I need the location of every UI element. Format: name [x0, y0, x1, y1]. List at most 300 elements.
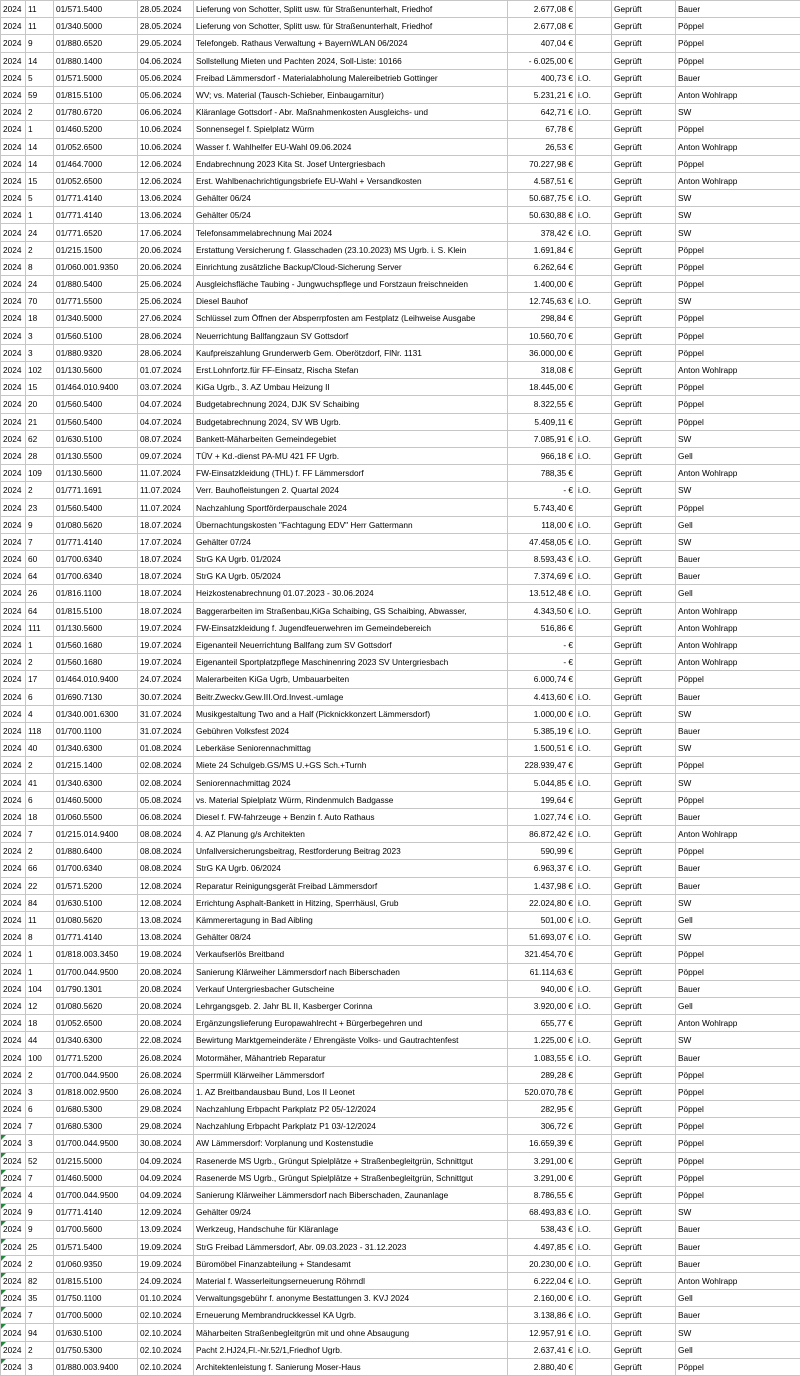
date-cell[interactable]: 12.06.2024 — [138, 172, 194, 189]
year-cell[interactable]: 2024 — [1, 413, 26, 430]
status-cell[interactable]: Geprüft — [612, 722, 676, 739]
check-mark-cell[interactable] — [576, 258, 612, 275]
amount-cell[interactable]: 1.691,84 € — [508, 241, 576, 258]
status-cell[interactable]: Geprüft — [612, 499, 676, 516]
status-cell[interactable]: Geprüft — [612, 1238, 676, 1255]
status-cell[interactable]: Geprüft — [612, 396, 676, 413]
status-cell[interactable]: Geprüft — [612, 843, 676, 860]
year-cell[interactable]: 2024 — [1, 276, 26, 293]
description-cell[interactable]: Mäharbeiten Straßenbegleitgrün mit und ohne Absaugung — [194, 1324, 508, 1341]
year-cell[interactable]: 2024 — [1, 138, 26, 155]
number-cell[interactable]: 6 — [26, 791, 54, 808]
status-cell[interactable]: Geprüft — [612, 258, 676, 275]
assignee-cell[interactable]: Anton Wohlrapp — [676, 1272, 800, 1289]
date-cell[interactable]: 18.07.2024 — [138, 551, 194, 568]
account-cell[interactable]: 01/700.044.9500 — [54, 1066, 138, 1083]
number-cell[interactable]: 6 — [26, 688, 54, 705]
year-cell[interactable]: 2024 — [1, 654, 26, 671]
date-cell[interactable]: 28.06.2024 — [138, 344, 194, 361]
number-cell[interactable]: 7 — [26, 1307, 54, 1324]
number-cell[interactable]: 8 — [26, 258, 54, 275]
date-cell[interactable]: 30.07.2024 — [138, 688, 194, 705]
year-cell[interactable]: 2024 — [1, 430, 26, 447]
year-cell[interactable]: 2024 — [1, 86, 26, 103]
year-cell[interactable]: 2024 — [1, 894, 26, 911]
year-cell[interactable]: 2024 — [1, 482, 26, 499]
description-cell[interactable]: Büromöbel Finanzabteilung + Standesamt — [194, 1255, 508, 1272]
date-cell[interactable]: 26.08.2024 — [138, 1083, 194, 1100]
description-cell[interactable]: Nachzahlung Erbpacht Parkplatz P2 05/-12/2024 — [194, 1101, 508, 1118]
year-cell[interactable]: 2024 — [1, 1341, 26, 1358]
amount-cell[interactable]: 47.458,05 € — [508, 533, 576, 550]
description-cell[interactable]: StrG KA Ugrb. 06/2024 — [194, 860, 508, 877]
amount-cell[interactable]: 4.497,85 € — [508, 1238, 576, 1255]
check-mark-cell[interactable] — [576, 1, 612, 18]
description-cell[interactable]: Lehrgangsgeb. 2. Jahr BL II, Kasberger Corinna — [194, 997, 508, 1014]
check-mark-cell[interactable]: i.O. — [576, 1204, 612, 1221]
number-cell[interactable]: 40 — [26, 740, 54, 757]
description-cell[interactable]: Leberkäse Seniorennachmittag — [194, 740, 508, 757]
year-cell[interactable]: 2024 — [1, 35, 26, 52]
status-cell[interactable]: Geprüft — [612, 1049, 676, 1066]
status-cell[interactable]: Geprüft — [612, 929, 676, 946]
year-cell[interactable]: 2024 — [1, 516, 26, 533]
assignee-cell[interactable]: Anton Wohlrapp — [676, 172, 800, 189]
number-cell[interactable]: 28 — [26, 447, 54, 464]
amount-cell[interactable]: 16.659,39 € — [508, 1135, 576, 1152]
number-cell[interactable]: 3 — [26, 1358, 54, 1375]
description-cell[interactable]: Übernachtungskosten "Fachtagung EDV" Herr Gattermann — [194, 516, 508, 533]
description-cell[interactable]: FW-Einsatzkleidung (THL) f. FF Lämmersdorf — [194, 465, 508, 482]
amount-cell[interactable]: - € — [508, 482, 576, 499]
status-cell[interactable]: Geprüft — [612, 121, 676, 138]
assignee-cell[interactable]: SW — [676, 740, 800, 757]
assignee-cell[interactable]: Anton Wohlrapp — [676, 86, 800, 103]
status-cell[interactable]: Geprüft — [612, 482, 676, 499]
check-mark-cell[interactable] — [576, 155, 612, 172]
date-cell[interactable]: 13.08.2024 — [138, 929, 194, 946]
status-cell[interactable]: Geprüft — [612, 138, 676, 155]
check-mark-cell[interactable] — [576, 1186, 612, 1203]
check-mark-cell[interactable] — [576, 379, 612, 396]
number-cell[interactable]: 60 — [26, 551, 54, 568]
account-cell[interactable]: 01/771.5200 — [54, 1049, 138, 1066]
date-cell[interactable]: 11.07.2024 — [138, 482, 194, 499]
account-cell[interactable]: 01/571.5400 — [54, 1238, 138, 1255]
check-mark-cell[interactable] — [576, 465, 612, 482]
description-cell[interactable]: Seniorennachmittag 2024 — [194, 774, 508, 791]
status-cell[interactable]: Geprüft — [612, 1221, 676, 1238]
year-cell[interactable]: 2024 — [1, 18, 26, 35]
date-cell[interactable]: 19.07.2024 — [138, 636, 194, 653]
status-cell[interactable]: Geprüft — [612, 997, 676, 1014]
description-cell[interactable]: KiGa Ugrb., 3. AZ Umbau Heizung II — [194, 379, 508, 396]
account-cell[interactable]: 01/880.1400 — [54, 52, 138, 69]
account-cell[interactable]: 01/080.5620 — [54, 911, 138, 928]
amount-cell[interactable]: 6.000,74 € — [508, 671, 576, 688]
amount-cell[interactable]: 5.743,40 € — [508, 499, 576, 516]
check-mark-cell[interactable] — [576, 671, 612, 688]
year-cell[interactable]: 2024 — [1, 911, 26, 928]
account-cell[interactable]: 01/340.6300 — [54, 1032, 138, 1049]
assignee-cell[interactable]: Bauer — [676, 808, 800, 825]
year-cell[interactable]: 2024 — [1, 1049, 26, 1066]
amount-cell[interactable]: 400,73 € — [508, 69, 576, 86]
status-cell[interactable]: Geprüft — [612, 619, 676, 636]
number-cell[interactable]: 1 — [26, 946, 54, 963]
number-cell[interactable]: 9 — [26, 1204, 54, 1221]
account-cell[interactable]: 01/340.6300 — [54, 774, 138, 791]
date-cell[interactable]: 06.06.2024 — [138, 104, 194, 121]
date-cell[interactable]: 08.08.2024 — [138, 860, 194, 877]
description-cell[interactable]: Sanierung Klärweiher Lämmersdorf nach Biberschaden — [194, 963, 508, 980]
date-cell[interactable]: 10.06.2024 — [138, 121, 194, 138]
check-mark-cell[interactable]: i.O. — [576, 997, 612, 1014]
status-cell[interactable]: Geprüft — [612, 344, 676, 361]
number-cell[interactable]: 15 — [26, 379, 54, 396]
account-cell[interactable]: 01/560.1680 — [54, 654, 138, 671]
number-cell[interactable]: 23 — [26, 499, 54, 516]
amount-cell[interactable]: 22.024,80 € — [508, 894, 576, 911]
number-cell[interactable]: 11 — [26, 911, 54, 928]
amount-cell[interactable]: 13.512,48 € — [508, 585, 576, 602]
number-cell[interactable]: 11 — [26, 1, 54, 18]
status-cell[interactable]: Geprüft — [612, 568, 676, 585]
date-cell[interactable]: 12.08.2024 — [138, 894, 194, 911]
check-mark-cell[interactable] — [576, 344, 612, 361]
status-cell[interactable]: Geprüft — [612, 430, 676, 447]
year-cell[interactable]: 2024 — [1, 1135, 26, 1152]
number-cell[interactable]: 84 — [26, 894, 54, 911]
assignee-cell[interactable]: Pöppel — [676, 946, 800, 963]
number-cell[interactable]: 8 — [26, 929, 54, 946]
date-cell[interactable]: 12.08.2024 — [138, 877, 194, 894]
number-cell[interactable]: 82 — [26, 1272, 54, 1289]
year-cell[interactable]: 2024 — [1, 1324, 26, 1341]
year-cell[interactable]: 2024 — [1, 104, 26, 121]
assignee-cell[interactable]: Bauer — [676, 980, 800, 997]
date-cell[interactable]: 28.05.2024 — [138, 18, 194, 35]
assignee-cell[interactable]: Pöppel — [676, 155, 800, 172]
description-cell[interactable]: Diesel f. FW-fahrzeuge + Benzin f. Auto Rathaus — [194, 808, 508, 825]
number-cell[interactable]: 3 — [26, 327, 54, 344]
assignee-cell[interactable]: SW — [676, 482, 800, 499]
number-cell[interactable]: 66 — [26, 860, 54, 877]
account-cell[interactable]: 01/771.5500 — [54, 293, 138, 310]
amount-cell[interactable]: 321.454,70 € — [508, 946, 576, 963]
year-cell[interactable]: 2024 — [1, 241, 26, 258]
description-cell[interactable]: Budgetabrechnung 2024, DJK SV Schaibing — [194, 396, 508, 413]
account-cell[interactable]: 01/818.002.9500 — [54, 1083, 138, 1100]
assignee-cell[interactable]: SW — [676, 430, 800, 447]
amount-cell[interactable]: - € — [508, 636, 576, 653]
date-cell[interactable]: 04.09.2024 — [138, 1152, 194, 1169]
description-cell[interactable]: Telefongeb. Rathaus Verwaltung + BayernWLAN 06/2024 — [194, 35, 508, 52]
year-cell[interactable]: 2024 — [1, 293, 26, 310]
year-cell[interactable]: 2024 — [1, 1152, 26, 1169]
date-cell[interactable]: 19.09.2024 — [138, 1238, 194, 1255]
check-mark-cell[interactable] — [576, 1101, 612, 1118]
date-cell[interactable]: 19.09.2024 — [138, 1255, 194, 1272]
check-mark-cell[interactable] — [576, 1015, 612, 1032]
description-cell[interactable]: Erst.Lohnfortz.für FF-Einsatz, Rischa Stefan — [194, 361, 508, 378]
check-mark-cell[interactable] — [576, 499, 612, 516]
status-cell[interactable]: Geprüft — [612, 1, 676, 18]
amount-cell[interactable]: 1.027,74 € — [508, 808, 576, 825]
year-cell[interactable]: 2024 — [1, 551, 26, 568]
description-cell[interactable]: Nachzahlung Sportförderpauschale 2024 — [194, 499, 508, 516]
account-cell[interactable]: 01/750.1100 — [54, 1290, 138, 1307]
amount-cell[interactable]: 26,53 € — [508, 138, 576, 155]
account-cell[interactable]: 01/771.4140 — [54, 190, 138, 207]
check-mark-cell[interactable]: i.O. — [576, 430, 612, 447]
date-cell[interactable]: 29.08.2024 — [138, 1101, 194, 1118]
status-cell[interactable]: Geprüft — [612, 533, 676, 550]
number-cell[interactable]: 21 — [26, 413, 54, 430]
amount-cell[interactable]: 4.413,60 € — [508, 688, 576, 705]
check-mark-cell[interactable] — [576, 138, 612, 155]
amount-cell[interactable]: 1.400,00 € — [508, 276, 576, 293]
check-mark-cell[interactable]: i.O. — [576, 1307, 612, 1324]
year-cell[interactable]: 2024 — [1, 636, 26, 653]
amount-cell[interactable]: 8.593,43 € — [508, 551, 576, 568]
status-cell[interactable]: Geprüft — [612, 361, 676, 378]
status-cell[interactable]: Geprüft — [612, 1307, 676, 1324]
status-cell[interactable]: Geprüft — [612, 1101, 676, 1118]
year-cell[interactable]: 2024 — [1, 1015, 26, 1032]
assignee-cell[interactable]: SW — [676, 774, 800, 791]
amount-cell[interactable]: 378,42 € — [508, 224, 576, 241]
status-cell[interactable]: Geprüft — [612, 52, 676, 69]
check-mark-cell[interactable]: i.O. — [576, 1272, 612, 1289]
description-cell[interactable]: Gehälter 07/24 — [194, 533, 508, 550]
description-cell[interactable]: Lieferung von Schotter, Splitt usw. für Straßenunterhalt, Friedhof — [194, 1, 508, 18]
amount-cell[interactable]: 67,78 € — [508, 121, 576, 138]
assignee-cell[interactable]: Anton Wohlrapp — [676, 465, 800, 482]
number-cell[interactable]: 111 — [26, 619, 54, 636]
amount-cell[interactable]: 3.291,00 € — [508, 1169, 576, 1186]
status-cell[interactable]: Geprüft — [612, 808, 676, 825]
amount-cell[interactable]: 298,84 € — [508, 310, 576, 327]
date-cell[interactable]: 02.10.2024 — [138, 1358, 194, 1375]
check-mark-cell[interactable] — [576, 843, 612, 860]
check-mark-cell[interactable]: i.O. — [576, 1049, 612, 1066]
date-cell[interactable]: 02.10.2024 — [138, 1307, 194, 1324]
check-mark-cell[interactable]: i.O. — [576, 207, 612, 224]
status-cell[interactable]: Geprüft — [612, 877, 676, 894]
date-cell[interactable]: 06.08.2024 — [138, 808, 194, 825]
check-mark-cell[interactable]: i.O. — [576, 1324, 612, 1341]
year-cell[interactable]: 2024 — [1, 190, 26, 207]
account-cell[interactable]: 01/130.5500 — [54, 447, 138, 464]
account-cell[interactable]: 01/630.5100 — [54, 1324, 138, 1341]
year-cell[interactable]: 2024 — [1, 808, 26, 825]
status-cell[interactable]: Geprüft — [612, 585, 676, 602]
number-cell[interactable]: 18 — [26, 310, 54, 327]
check-mark-cell[interactable] — [576, 1152, 612, 1169]
status-cell[interactable]: Geprüft — [612, 1290, 676, 1307]
number-cell[interactable]: 109 — [26, 465, 54, 482]
amount-cell[interactable]: 407,04 € — [508, 35, 576, 52]
status-cell[interactable]: Geprüft — [612, 190, 676, 207]
number-cell[interactable]: 9 — [26, 35, 54, 52]
number-cell[interactable]: 11 — [26, 18, 54, 35]
assignee-cell[interactable]: SW — [676, 207, 800, 224]
status-cell[interactable]: Geprüft — [612, 1204, 676, 1221]
year-cell[interactable]: 2024 — [1, 997, 26, 1014]
description-cell[interactable]: Verkaufserlös Breitband — [194, 946, 508, 963]
description-cell[interactable]: Gehälter 06/24 — [194, 190, 508, 207]
check-mark-cell[interactable] — [576, 18, 612, 35]
date-cell[interactable]: 13.06.2024 — [138, 207, 194, 224]
amount-cell[interactable]: 940,00 € — [508, 980, 576, 997]
number-cell[interactable]: 18 — [26, 808, 54, 825]
number-cell[interactable]: 4 — [26, 705, 54, 722]
number-cell[interactable]: 14 — [26, 52, 54, 69]
year-cell[interactable]: 2024 — [1, 224, 26, 241]
amount-cell[interactable]: 2.637,41 € — [508, 1341, 576, 1358]
check-mark-cell[interactable] — [576, 1135, 612, 1152]
check-mark-cell[interactable]: i.O. — [576, 482, 612, 499]
amount-cell[interactable]: 6.963,37 € — [508, 860, 576, 877]
check-mark-cell[interactable]: i.O. — [576, 86, 612, 103]
check-mark-cell[interactable] — [576, 413, 612, 430]
amount-cell[interactable]: 7.374,69 € — [508, 568, 576, 585]
description-cell[interactable]: Gehälter 09/24 — [194, 1204, 508, 1221]
year-cell[interactable]: 2024 — [1, 379, 26, 396]
check-mark-cell[interactable] — [576, 361, 612, 378]
number-cell[interactable]: 15 — [26, 172, 54, 189]
assignee-cell[interactable]: Pöppel — [676, 241, 800, 258]
date-cell[interactable]: 04.06.2024 — [138, 52, 194, 69]
assignee-cell[interactable]: Pöppel — [676, 396, 800, 413]
amount-cell[interactable]: 1.437,98 € — [508, 877, 576, 894]
status-cell[interactable]: Geprüft — [612, 293, 676, 310]
date-cell[interactable]: 26.08.2024 — [138, 1049, 194, 1066]
assignee-cell[interactable]: SW — [676, 929, 800, 946]
status-cell[interactable]: Geprüft — [612, 654, 676, 671]
status-cell[interactable]: Geprüft — [612, 1083, 676, 1100]
account-cell[interactable]: 01/680.5300 — [54, 1118, 138, 1135]
number-cell[interactable]: 2 — [26, 482, 54, 499]
check-mark-cell[interactable] — [576, 619, 612, 636]
date-cell[interactable]: 31.07.2024 — [138, 705, 194, 722]
amount-cell[interactable]: 10.560,70 € — [508, 327, 576, 344]
assignee-cell[interactable]: Pöppel — [676, 52, 800, 69]
assignee-cell[interactable]: Anton Wohlrapp — [676, 619, 800, 636]
check-mark-cell[interactable]: i.O. — [576, 551, 612, 568]
status-cell[interactable]: Geprüft — [612, 1255, 676, 1272]
assignee-cell[interactable]: Anton Wohlrapp — [676, 602, 800, 619]
status-cell[interactable]: Geprüft — [612, 413, 676, 430]
description-cell[interactable]: Bankett-Mäharbeiten Gemeindegebiet — [194, 430, 508, 447]
description-cell[interactable]: 4. AZ Planung g/s Architekten — [194, 826, 508, 843]
account-cell[interactable]: 01/215.014.9400 — [54, 826, 138, 843]
status-cell[interactable]: Geprüft — [612, 379, 676, 396]
account-cell[interactable]: 01/571.5400 — [54, 1, 138, 18]
number-cell[interactable]: 26 — [26, 585, 54, 602]
year-cell[interactable]: 2024 — [1, 877, 26, 894]
account-cell[interactable]: 01/700.044.9500 — [54, 1135, 138, 1152]
year-cell[interactable]: 2024 — [1, 980, 26, 997]
check-mark-cell[interactable]: i.O. — [576, 224, 612, 241]
assignee-cell[interactable]: Pöppel — [676, 757, 800, 774]
description-cell[interactable]: Verr. Bauhofleistungen 2. Quartal 2024 — [194, 482, 508, 499]
date-cell[interactable]: 12.06.2024 — [138, 155, 194, 172]
amount-cell[interactable]: 8.322,55 € — [508, 396, 576, 413]
number-cell[interactable]: 2 — [26, 104, 54, 121]
status-cell[interactable]: Geprüft — [612, 757, 676, 774]
description-cell[interactable]: StrG Freibad Lämmersdorf, Abr. 09.03.2023 - 31.12.2023 — [194, 1238, 508, 1255]
status-cell[interactable]: Geprüft — [612, 1186, 676, 1203]
account-cell[interactable]: 01/771.4140 — [54, 207, 138, 224]
assignee-cell[interactable]: Bauer — [676, 860, 800, 877]
date-cell[interactable]: 04.09.2024 — [138, 1186, 194, 1203]
date-cell[interactable]: 13.06.2024 — [138, 190, 194, 207]
assignee-cell[interactable]: Pöppel — [676, 671, 800, 688]
status-cell[interactable]: Geprüft — [612, 35, 676, 52]
assignee-cell[interactable]: Pöppel — [676, 1066, 800, 1083]
account-cell[interactable]: 01/690.7130 — [54, 688, 138, 705]
year-cell[interactable]: 2024 — [1, 310, 26, 327]
assignee-cell[interactable]: Bauer — [676, 877, 800, 894]
account-cell[interactable]: 01/771.4140 — [54, 533, 138, 550]
year-cell[interactable]: 2024 — [1, 344, 26, 361]
date-cell[interactable]: 01.08.2024 — [138, 740, 194, 757]
number-cell[interactable]: 104 — [26, 980, 54, 997]
status-cell[interactable]: Geprüft — [612, 1341, 676, 1358]
description-cell[interactable]: StrG KA Ugrb. 05/2024 — [194, 568, 508, 585]
year-cell[interactable]: 2024 — [1, 602, 26, 619]
status-cell[interactable]: Geprüft — [612, 207, 676, 224]
status-cell[interactable]: Geprüft — [612, 1324, 676, 1341]
date-cell[interactable]: 19.07.2024 — [138, 654, 194, 671]
date-cell[interactable]: 11.07.2024 — [138, 499, 194, 516]
check-mark-cell[interactable] — [576, 396, 612, 413]
assignee-cell[interactable]: Bauer — [676, 1255, 800, 1272]
date-cell[interactable]: 19.07.2024 — [138, 619, 194, 636]
check-mark-cell[interactable] — [576, 1358, 612, 1375]
amount-cell[interactable]: 2.160,00 € — [508, 1290, 576, 1307]
account-cell[interactable]: 01/340.5000 — [54, 18, 138, 35]
description-cell[interactable]: Nachzahlung Erbpacht Parkplatz P1 03/-12/2024 — [194, 1118, 508, 1135]
number-cell[interactable]: 14 — [26, 155, 54, 172]
account-cell[interactable]: 01/215.5000 — [54, 1152, 138, 1169]
check-mark-cell[interactable]: i.O. — [576, 1341, 612, 1358]
amount-cell[interactable]: 318,08 € — [508, 361, 576, 378]
date-cell[interactable]: 08.08.2024 — [138, 826, 194, 843]
check-mark-cell[interactable] — [576, 1066, 612, 1083]
status-cell[interactable]: Geprüft — [612, 69, 676, 86]
status-cell[interactable]: Geprüft — [612, 791, 676, 808]
date-cell[interactable]: 17.06.2024 — [138, 224, 194, 241]
account-cell[interactable]: 01/750.5300 — [54, 1341, 138, 1358]
number-cell[interactable]: 14 — [26, 138, 54, 155]
account-cell[interactable]: 01/880.003.9400 — [54, 1358, 138, 1375]
check-mark-cell[interactable]: i.O. — [576, 568, 612, 585]
year-cell[interactable]: 2024 — [1, 258, 26, 275]
year-cell[interactable]: 2024 — [1, 447, 26, 464]
assignee-cell[interactable]: Pöppel — [676, 121, 800, 138]
amount-cell[interactable]: 501,00 € — [508, 911, 576, 928]
amount-cell[interactable]: 118,00 € — [508, 516, 576, 533]
number-cell[interactable]: 41 — [26, 774, 54, 791]
status-cell[interactable]: Geprüft — [612, 1015, 676, 1032]
check-mark-cell[interactable]: i.O. — [576, 447, 612, 464]
status-cell[interactable]: Geprüft — [612, 241, 676, 258]
description-cell[interactable]: Erstattung Versicherung f. Glasschaden (23.10.2023) MS Ugrb. i. S. Klein — [194, 241, 508, 258]
year-cell[interactable]: 2024 — [1, 396, 26, 413]
